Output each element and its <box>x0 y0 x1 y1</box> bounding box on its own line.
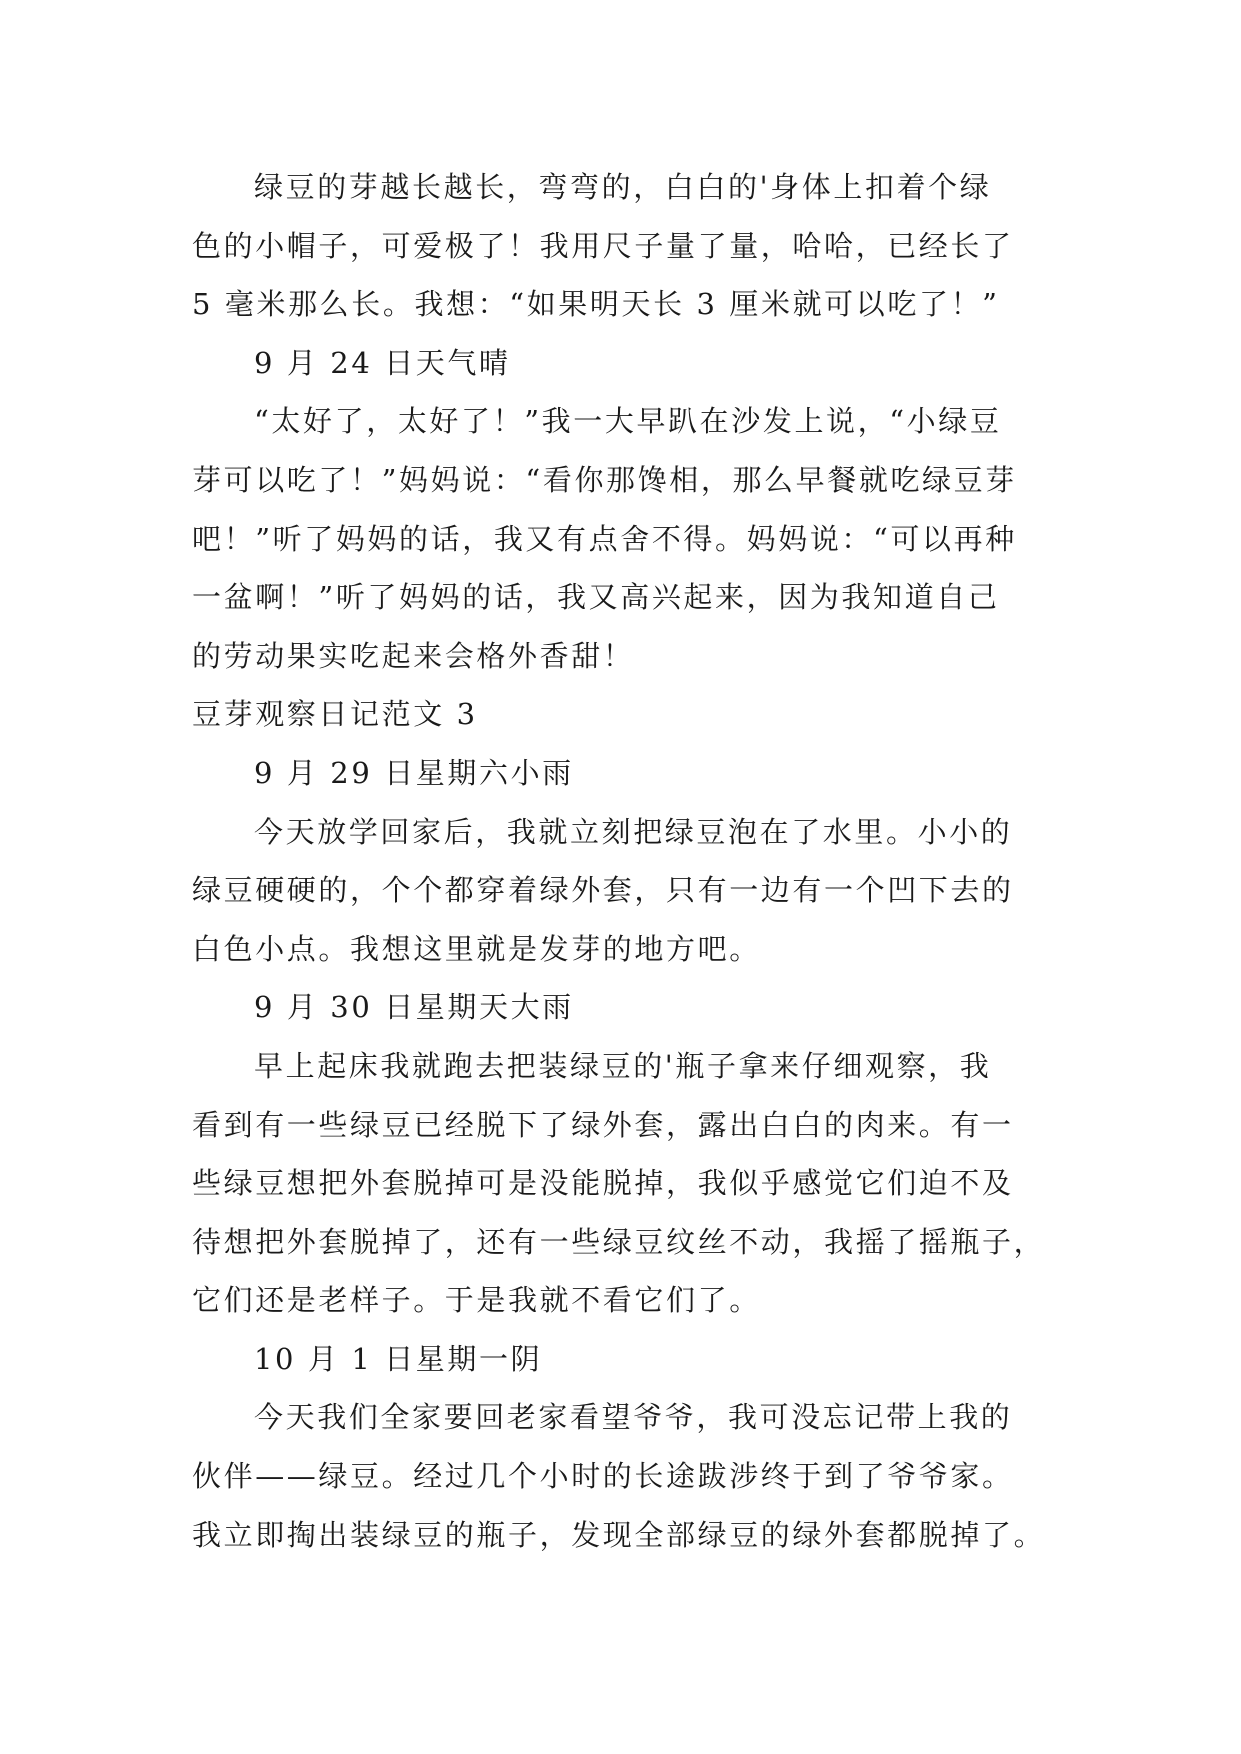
paragraph-line: 今天我们全家要回老家看望爷爷，我可没忘记带上我的 <box>254 1400 1013 1435</box>
paragraph-line: 待想把外套脱掉了，还有一些绿豆纹丝不动，我摇了摇瓶子， <box>192 1224 1046 1259</box>
date-heading: 10 月 1 日星期一阴 <box>254 1341 543 1376</box>
paragraph-line: 的劳动果实吃起来会格外香甜！ <box>192 638 635 673</box>
paragraph-line: 它们还是老样子。于是我就不看它们了。 <box>192 1283 761 1318</box>
paragraph-line: 一盆啊！”听了妈妈的话，我又高兴起来，因为我知道自己 <box>192 580 1000 615</box>
paragraph-line: 今天放学回家后，我就立刻把绿豆泡在了水里。小小的 <box>254 814 1013 849</box>
date-heading: 9 月 29 日星期六小雨 <box>254 755 574 790</box>
section-title: 豆芽观察日记范文 3 <box>192 697 478 732</box>
document-body <box>192 158 1072 1564</box>
paragraph-line: 5 毫米那么长。我想：“如果明天长 3 厘米就可以吃了！” <box>192 287 1000 322</box>
paragraph-line: 看到有一些绿豆已经脱下了绿外套，露出白白的肉来。有一 <box>192 1107 1014 1142</box>
paragraph-line: 绿豆的芽越长越长，弯弯的，白白的'身体上扣着个绿 <box>254 170 992 204</box>
paragraph-line: 吧！”听了妈妈的话，我又有点舍不得。妈妈说：“可以再种 <box>192 521 1017 556</box>
date-heading: 9 月 24 日天气晴 <box>254 345 511 380</box>
paragraph-line: 芽可以吃了！”妈妈说：“看你那馋相，那么早餐就吃绿豆芽 <box>192 462 1017 497</box>
paragraph-line: “太好了，太好了！”我一大早趴在沙发上说，“小绿豆 <box>254 404 1002 439</box>
paragraph-line: 早上起床我就跑去把装绿豆的'瓶子拿来仔细观察，我 <box>254 1048 992 1083</box>
paragraph-line: 伙伴——绿豆。经过几个小时的长途跋涉终于到了爷爷家。 <box>192 1459 1014 1494</box>
paragraph-line: 白色小点。我想这里就是发芽的地方吧。 <box>192 931 761 966</box>
paragraph-line: 我立即掏出装绿豆的瓶子，发现全部绿豆的绿外套都脱掉了。 <box>192 1517 1046 1552</box>
date-heading: 9 月 30 日星期天大雨 <box>254 990 574 1025</box>
paragraph-line: 绿豆硬硬的，个个都穿着绿外套，只有一边有一个凹下去的 <box>192 873 1014 908</box>
paragraph-line: 色的小帽子，可爱极了！我用尺子量了量，哈哈，已经长了 <box>192 228 1014 263</box>
paragraph-line: 些绿豆想把外套脱掉可是没能脱掉，我似乎感觉它们迫不及 <box>192 1166 1014 1201</box>
